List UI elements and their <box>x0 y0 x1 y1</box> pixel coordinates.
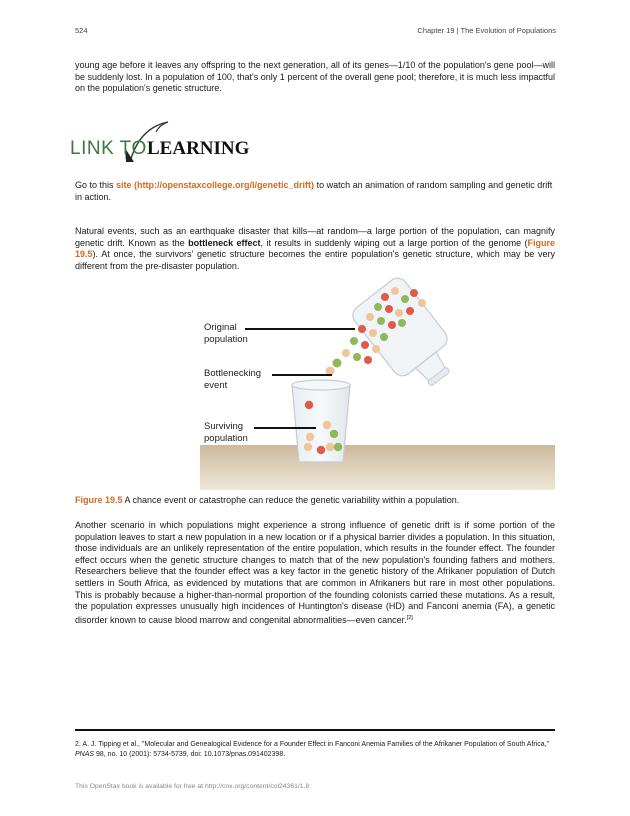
leader-line-bottleneck <box>272 374 332 376</box>
leader-line-original <box>245 328 355 330</box>
label-surviving-line2: population <box>204 433 248 444</box>
label-bottleneck-event <box>204 368 261 392</box>
glass-rim <box>292 380 350 390</box>
page-number: 524 <box>75 26 88 35</box>
founder-effect-paragraph <box>75 520 555 626</box>
leader-line-surviving <box>254 427 316 429</box>
founder-effect-text: Another scenario in which populations might experience a strong influence of genetic drift is if some portion of the population leaves to start a new population in a new location or if a physical barrier divides a population. In this situation, those individuals are an unlikely representation of the entire population, which results in the founder effect. The founder effect occurs when the genetic structure changes to match that of the new population's founding fathers and mothers. Researchers believe that the founder effect was a key factor in the genetic history of the Afrikaner population of Dutch settlers in South Africa, as evidenced by mutations that are common in Afrikaners but rare in most other populations. This is probably because a higher-than-normal proportion of the founding colonists carried these mutations. As a result, the population expresses unusually high incidences of Huntington's disease (HD) and Fanconi anemia (FA), a genetic disorder known to cause blood marrow and congenital abnormalities—even cancer. <box>75 520 555 625</box>
footnote-text-part2: 98, no. 10 (2001): 5734-5739, doi: 10.1073/pnas.091402398. <box>94 750 286 758</box>
footnote-journal: PNAS <box>75 750 95 758</box>
falling-beads <box>326 359 342 376</box>
label-original-line1: Original <box>204 322 237 333</box>
footnote-2 <box>75 740 555 759</box>
footnote-reference-2[interactable]: [2] <box>406 614 413 621</box>
page-footer: This OpenStax book is available for free at http://cnx.org/content/col24361/1.8 <box>75 783 310 790</box>
table-surface <box>200 445 555 490</box>
label-surviving-line1: Surviving <box>204 421 244 432</box>
logo-text-link-to: LINK TO <box>70 138 147 159</box>
footnote-divider <box>75 729 555 731</box>
link-intro-text: Go to this <box>75 180 117 190</box>
logo-text-learning: LEARNING <box>147 138 250 159</box>
footnote-text-part1: 2. A. J. Tipping et al., "Molecular and Genealogical Evidence for a Founder Effect in Fanconi Anemia Families of the Afrikaner Population of South Africa," <box>75 741 550 748</box>
bottleneck-text-part2: , it results in suddenly wiping out a large portion of the genome ( <box>260 237 528 248</box>
label-original-line2: population <box>204 334 248 345</box>
link-outro-text: to watch an animation of random sampling and genetic drift in action. <box>75 180 553 202</box>
bottle <box>349 275 466 399</box>
figure-caption <box>75 495 555 507</box>
bottleneck-text-part3: ). At once, the survivors' genetic structure becomes the entire population's genetic structure, which may be very different from the pre-disaster population. <box>75 249 555 271</box>
figure-caption-text: A chance event or catastrophe can reduce the genetic variability within a population. <box>122 495 460 505</box>
link-to-learning-text <box>75 180 555 203</box>
figure-19-5-ref-link[interactable]: Figure 19.5 <box>75 237 556 260</box>
link-to-learning-logo <box>70 118 250 170</box>
bottleneck-effect-term: bottleneck effect <box>188 237 261 248</box>
chapter-title: Chapter 19 | The Evolution of Populations <box>417 26 556 35</box>
intro-paragraph: young age before it leaves any offspring to the next generation, all of its genes—1/10 of the population's gene pool—will be suddenly lost. In a population of 100, that's only 1 percent of the overall gene pool; therefore, it is much less impactful on the population's genetic structure. <box>75 60 555 94</box>
figure-caption-label: Figure 19.5 <box>75 495 123 505</box>
label-surviving-population <box>204 421 248 445</box>
bottleneck-text-part1: Natural events, such as an earthquake disaster that kills—at random—a large portion of the population, can magnify genetic drift. Known as the <box>75 226 555 248</box>
genetic-drift-link[interactable]: site (http://openstaxcollege.org/l/genetic_drift) <box>116 180 315 190</box>
label-bottleneck-line1: Bottlenecking <box>204 368 262 379</box>
label-bottleneck-line2: event <box>204 380 228 391</box>
bottleneck-paragraph <box>75 226 555 272</box>
label-original-population <box>204 322 248 346</box>
